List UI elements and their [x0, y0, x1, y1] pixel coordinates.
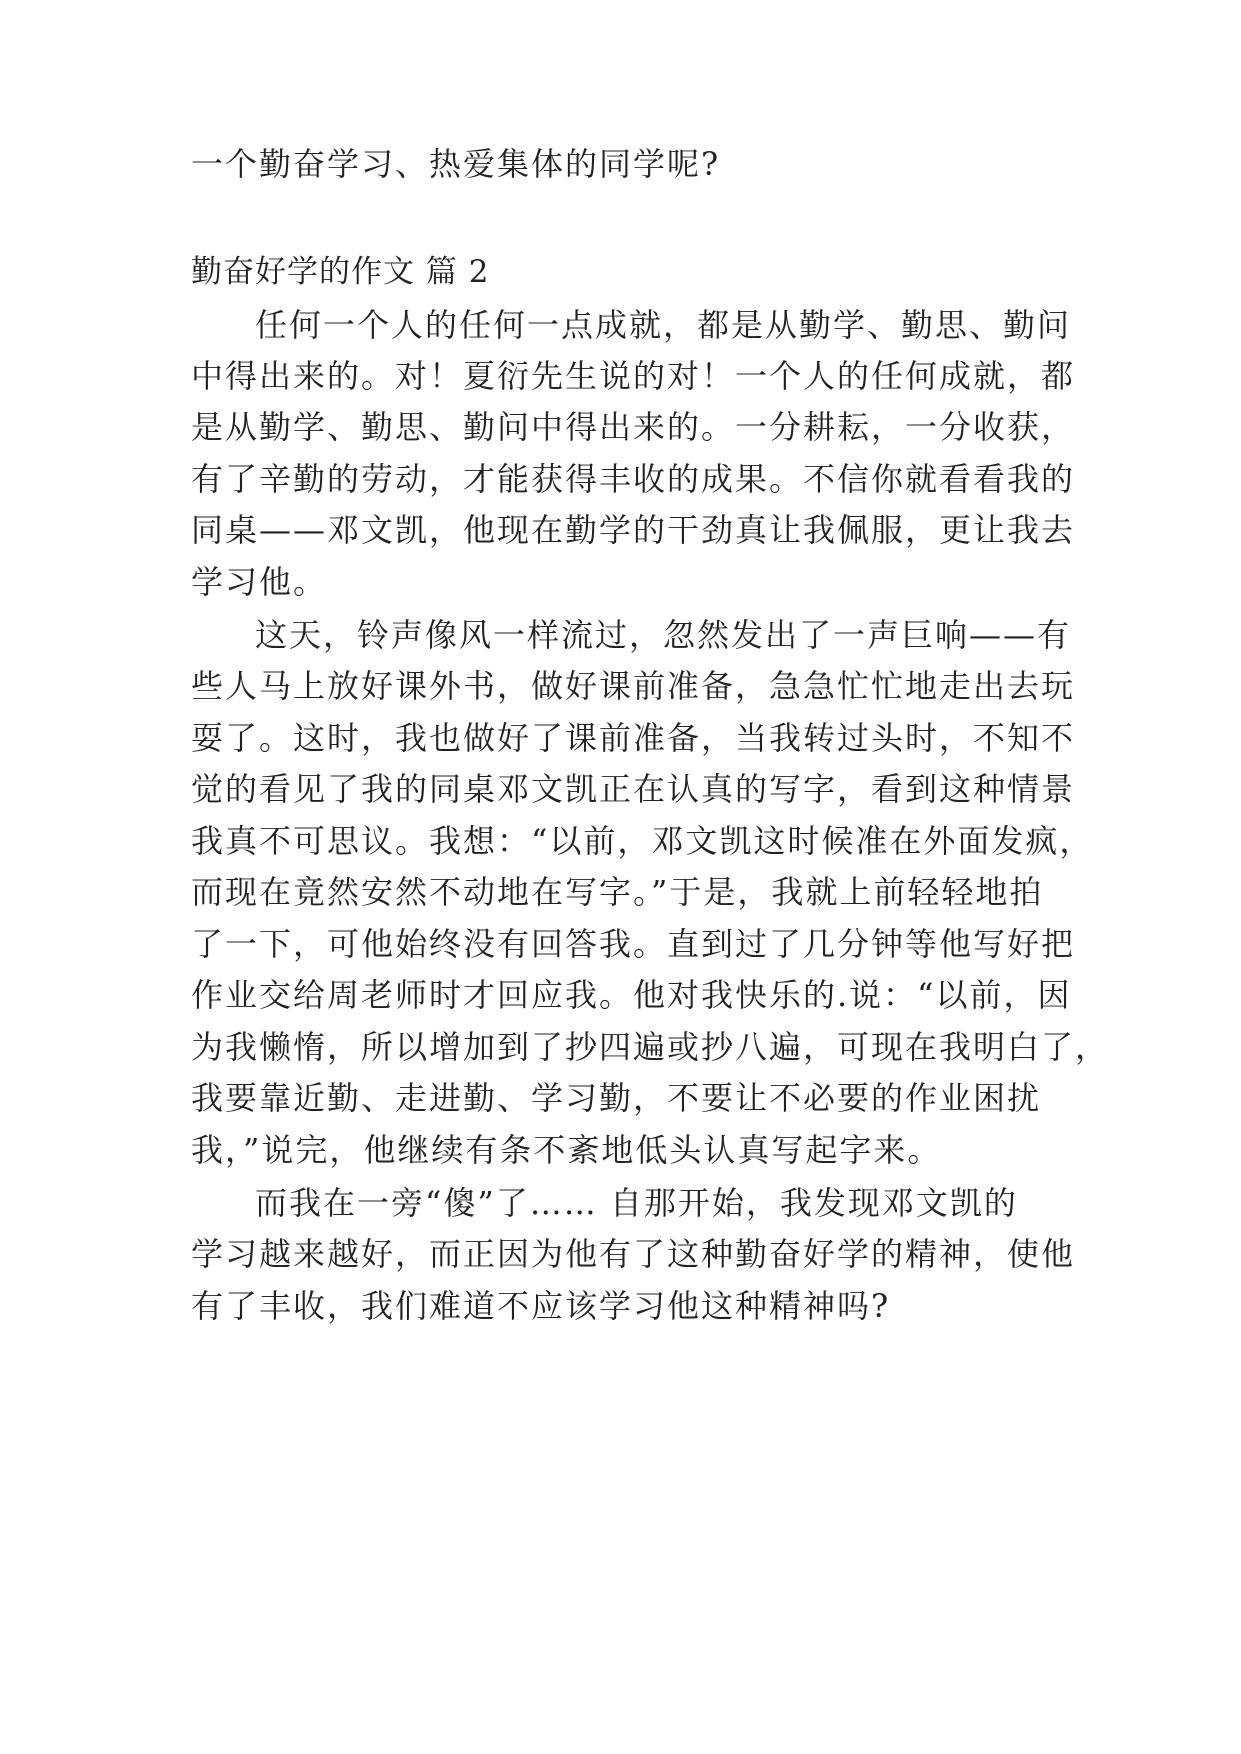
paragraph-line: 觉的看见了我的同桌邓文凯正在认真的写字，看到这种情景 — [191, 770, 1076, 808]
paragraph-line: 我要靠近勤、走进勤、学习勤，不要让不必要的作业困扰 — [191, 1079, 1042, 1117]
paragraph-line: 而我在一旁“傻”了…… 自那开始，我发现邓文凯的 — [255, 1184, 1018, 1222]
paragraph-line: 作业交给周老师时才回应我。他对我快乐的.说：“以前，因 — [191, 976, 1072, 1014]
paragraph-line: 了一下，可他始终没有回答我。直到过了几分钟等他写好把 — [191, 925, 1076, 963]
paragraph-line: 同桌——邓文凯，他现在勤学的干劲真让我佩服，更让我去 — [191, 511, 1076, 549]
paragraph-line: 我，”说完，他继续有条不紊地低头认真写起字来。 — [191, 1131, 942, 1169]
paragraph-line: 中得出来的。对！夏衍先生说的对！一个人的任何成就，都 — [191, 357, 1076, 395]
paragraph-line: 这天，铃声像风一样流过，忽然发出了一声巨响——有 — [255, 616, 1072, 654]
paragraph-line: 学习越来越好，而正因为他有了这种勤奋好学的精神，使他 — [191, 1235, 1076, 1273]
paragraph-line: 有了丰收，我们难道不应该学习他这种精神吗? — [191, 1287, 891, 1325]
essay-heading: 勤奋好学的作文 篇 2 — [191, 254, 490, 290]
paragraph-line: 我真不可思议。我想：“以前，邓文凯这时候准在外面发疯， — [191, 822, 1094, 860]
paragraph-line: 是从勤学、勤思、勤问中得出来的。一分耕耘，一分收获， — [191, 408, 1076, 446]
paragraph-line: 学习他。 — [191, 563, 328, 601]
paragraph-line: 耍了。这时，我也做好了课前准备，当我转过头时，不知不 — [191, 719, 1076, 757]
paragraph-line: 任何一个人的任何一点成就，都是从勤学、勤思、勤问 — [255, 306, 1072, 344]
continuation-line: 一个勤奋学习、热爱集体的同学呢? — [191, 145, 721, 183]
paragraph-line: 而现在竟然安然不动地在写字。”于是，我就上前轻轻地拍 — [191, 873, 1044, 911]
paragraph-line: 有了辛勤的劳动，才能获得丰收的成果。不信你就看看我的 — [191, 460, 1076, 498]
paragraph-line: 为我懒惰，所以增加到了抄四遍或抄八遍，可现在我明白了， — [191, 1028, 1110, 1066]
paragraph-line: 些人马上放好课外书，做好课前准备，急急忙忙地走出去玩 — [191, 667, 1076, 705]
